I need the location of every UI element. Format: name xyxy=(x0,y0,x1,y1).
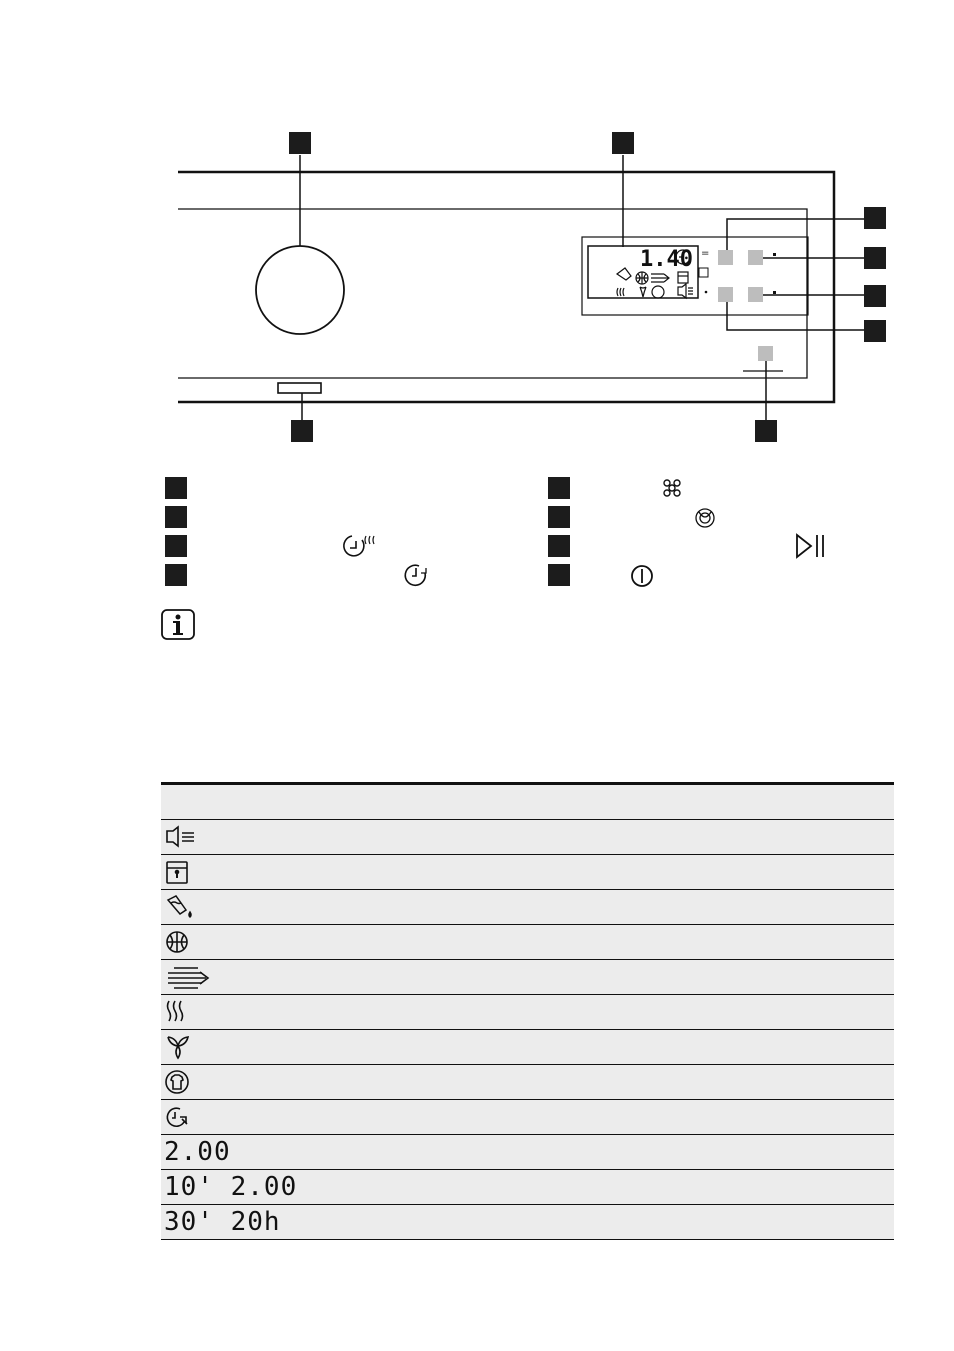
delay-icon xyxy=(164,1104,294,1130)
airflow-icon xyxy=(164,964,294,990)
display-readout: 10' 2.00 xyxy=(164,1172,298,1202)
callout-marker xyxy=(612,132,634,154)
garment-icon xyxy=(164,1069,294,1095)
callout-marker xyxy=(864,247,886,269)
door-icon-small xyxy=(699,268,708,277)
display-symbols-table xyxy=(161,782,894,1240)
button-bottom-left[interactable] xyxy=(718,287,733,302)
light-strip xyxy=(278,383,321,393)
table-row xyxy=(161,1170,894,1205)
callout-marker xyxy=(864,320,886,342)
steam-timer-icon xyxy=(344,536,374,556)
table-row xyxy=(161,1030,894,1065)
button-mark: = xyxy=(701,248,710,259)
control-panel-diagram xyxy=(0,0,954,460)
callout-marker xyxy=(289,132,311,154)
table-row xyxy=(161,890,894,925)
on-off-icon xyxy=(632,566,652,586)
table-row xyxy=(161,1205,894,1240)
callout-marker xyxy=(291,420,313,442)
table-row xyxy=(161,995,894,1030)
heat-icon xyxy=(164,999,294,1025)
wool-icon xyxy=(696,509,714,527)
display-time: 1.40 xyxy=(640,247,693,272)
button-top-right[interactable] xyxy=(748,250,763,265)
table-row xyxy=(161,925,894,960)
callout-marker xyxy=(755,420,777,442)
flower-icon xyxy=(664,480,680,496)
callout-marker xyxy=(864,285,886,307)
drum-icon xyxy=(164,929,294,955)
dot-mark xyxy=(705,291,708,294)
button-on-off[interactable] xyxy=(758,346,773,361)
button-bottom-right[interactable] xyxy=(748,287,763,302)
program-knob[interactable] xyxy=(256,246,344,334)
display-readout: 2.00 xyxy=(164,1137,231,1167)
callout-marker xyxy=(864,207,886,229)
delay-start-icon xyxy=(405,565,426,585)
dot-mark-right-bottom xyxy=(773,291,776,294)
dot-mark-right-top xyxy=(773,253,776,256)
water-tank-icon xyxy=(164,894,294,920)
display-readout: 30' 20h xyxy=(164,1207,281,1237)
start-pause-icon xyxy=(797,535,823,557)
table-header xyxy=(161,782,894,820)
table-row xyxy=(161,1135,894,1170)
door-lock-icon xyxy=(164,859,294,885)
table-row xyxy=(161,1100,894,1135)
button-top-left[interactable] xyxy=(718,250,733,265)
table-row xyxy=(161,855,894,890)
table-row xyxy=(161,960,894,995)
legend-icons xyxy=(0,470,954,595)
fan-icon xyxy=(164,1034,294,1060)
table-row xyxy=(161,1065,894,1100)
table-row xyxy=(161,820,894,855)
buzzer-icon xyxy=(164,824,294,850)
info-icon xyxy=(161,609,195,640)
